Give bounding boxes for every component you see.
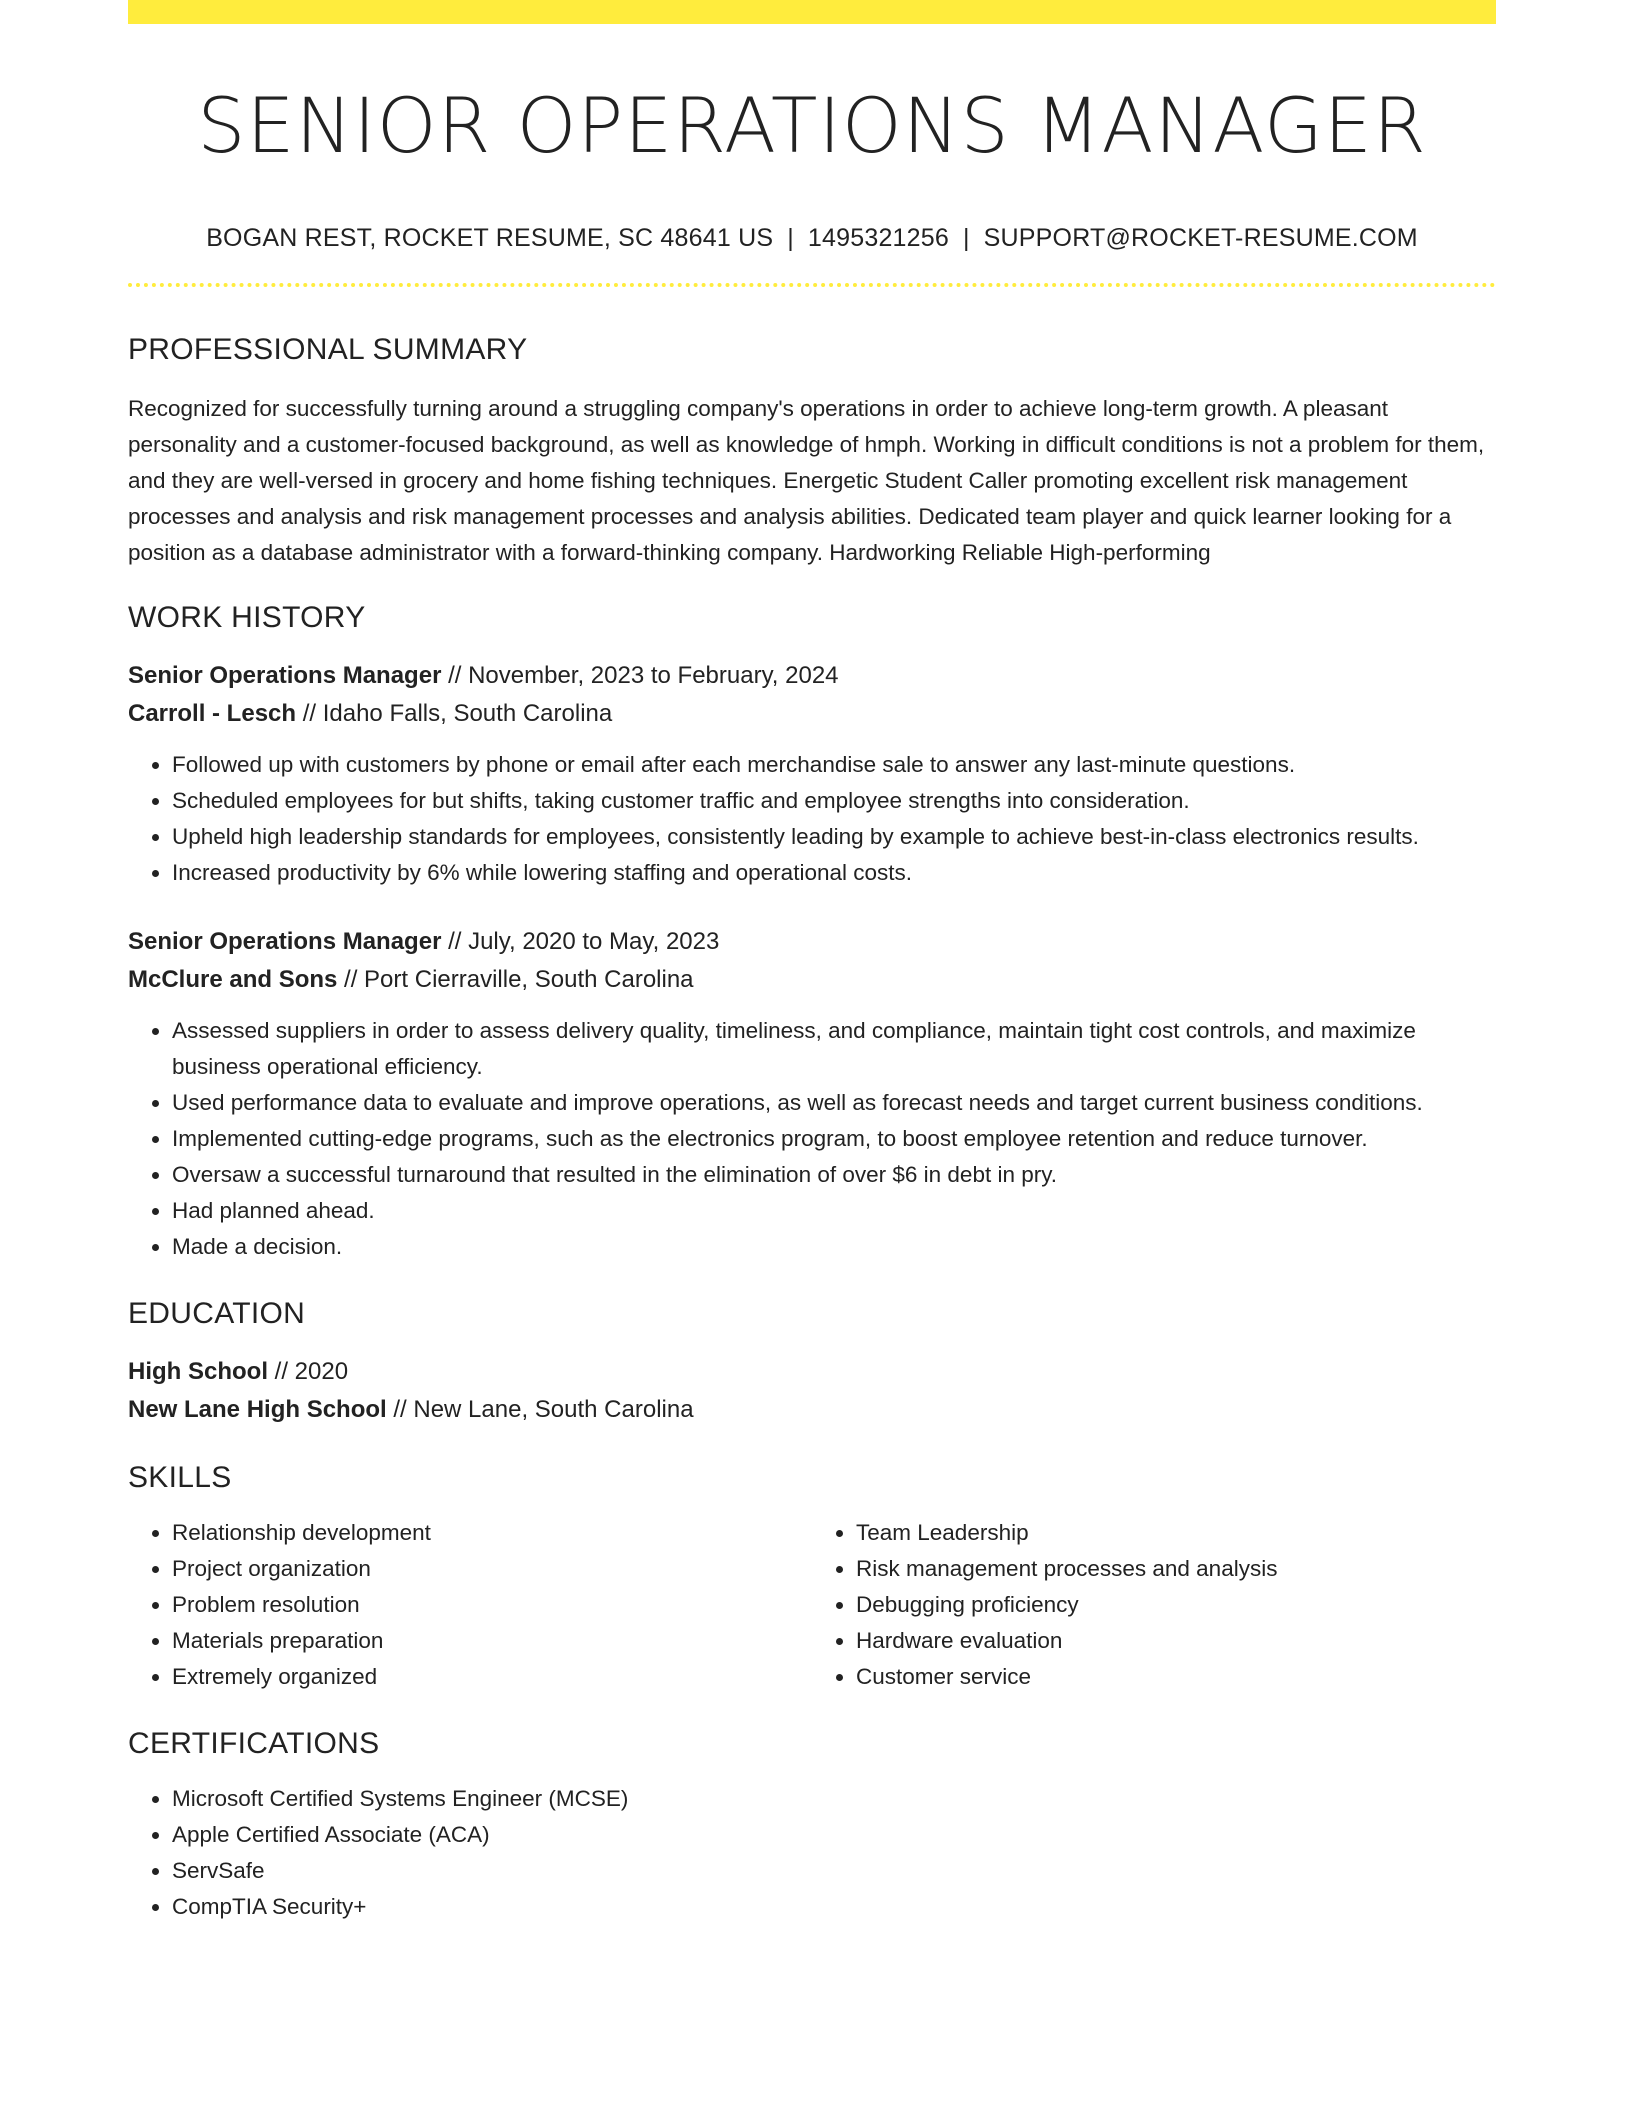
resume-title: SENIOR OPERATIONS MANAGER [197,81,1427,170]
list-item: • Scheduled employees for but shifts, taking customer traffic and employee strengths into consideration. [172,783,1496,819]
list-item: • Had planned ahead. [172,1193,1496,1229]
list-item: • CompTIA Security+ [172,1889,1496,1925]
job-dates: // July, 2020 to May, 2023 [441,927,720,955]
job-location: // Idaho Falls, South Carolina [296,699,613,727]
education-location: // New Lane, South Carolina [386,1395,694,1423]
list-item: • Team Leadership [856,1515,1496,1551]
job-entry [128,657,1496,891]
job-company: McClure and Sons [128,965,338,993]
list-item: • Assessed suppliers in order to assess delivery quality, timeliness, and compliance, maintain tight cost controls, and maximize business operational efficiency. [172,1013,1496,1085]
job-company: Carroll - Lesch [128,699,297,727]
certifications-list [128,1781,1496,1925]
job-role: Senior Operations Manager [128,661,442,689]
contact-separator: | [962,223,970,252]
list-item: • Used performance data to evaluate and improve operations, as well as forecast needs and target current business conditions. [172,1085,1496,1121]
list-item: • Materials preparation [172,1623,812,1659]
section-title-summary: PROFESSIONAL SUMMARY [128,332,528,366]
education-entry [128,1353,1496,1429]
list-item: • Debugging proficiency [856,1587,1496,1623]
list-item: • Made a decision. [172,1229,1496,1265]
section-title-certifications: CERTIFICATIONS [128,1726,380,1760]
job-dates: // November, 2023 to February, 2024 [441,661,839,689]
list-item: • ServSafe [172,1853,1496,1889]
education-year: // 2020 [268,1357,349,1385]
skills-column-left [128,1515,812,1695]
skills-list-left [128,1515,812,1695]
job-title-line [128,657,1496,695]
list-item: • Extremely organized [172,1659,812,1695]
list-item: • Project organization [172,1551,812,1587]
education-school: New Lane High School [128,1395,387,1423]
education-degree-line [128,1353,1496,1391]
education-school-line [128,1391,1496,1429]
education-degree: High School [128,1357,268,1385]
resume-page [128,0,1496,1925]
skills-column-right [812,1515,1496,1695]
list-item: • Customer service [856,1659,1496,1695]
skills-columns [128,1515,1496,1695]
contact-separator: | [787,223,794,252]
job-location: // Port Cierraville, South Carolina [337,965,694,993]
section-title-work-history: WORK HISTORY [128,600,366,634]
list-item: • Apple Certified Associate (ACA) [172,1817,1496,1853]
list-item: • Microsoft Certified Systems Engineer (MCSE) [172,1781,1496,1817]
job-bullets [128,1013,1496,1265]
contact-phone: 1495321256 [807,223,949,252]
job-company-line [128,961,1496,999]
dotted-divider [128,283,1496,287]
list-item: • Oversaw a successful turnaround that resulted in the elimination of over $6 in debt in pry. [172,1157,1496,1193]
list-item: • Followed up with customers by phone or email after each merchandise sale to answer any last-minute questions. [172,747,1496,783]
list-item: • Hardware evaluation [856,1623,1496,1659]
skills-list-right [812,1515,1496,1695]
list-item: • Increased productivity by 6% while lowering staffing and operational costs. [172,855,1496,891]
job-bullets [128,747,1496,891]
job-entry [128,923,1496,1265]
contact-email[interactable]: SUPPORT@ROCKET-RESUME.COM [983,223,1418,252]
list-item: • Implemented cutting-edge programs, such as the electronics program, to boost employee retention and reduce turnover. [172,1121,1496,1157]
job-title-line [128,923,1496,961]
section-title-education: EDUCATION [128,1296,306,1330]
top-accent-bar [128,0,1496,24]
list-item: • Risk management processes and analysis [856,1551,1496,1587]
certifications-entry [128,1781,1496,1925]
section-title-skills: SKILLS [128,1460,232,1494]
job-role: Senior Operations Manager [128,927,442,955]
contact-line [128,224,1496,253]
list-item: • Upheld high leadership standards for employees, consistently leading by example to achieve best-in-class electronics results. [172,819,1496,855]
job-company-line [128,695,1496,733]
contact-address: BOGAN REST, ROCKET RESUME, SC 48641 US [206,223,774,252]
list-item: • Relationship development [172,1515,812,1551]
list-item: • Problem resolution [172,1587,812,1623]
summary-text: Recognized for successfully turning around a struggling company's operations in order to achieve long-term growth. A pleasant personality and a customer-focused background, as well as knowledge of hmph. Working in difficult conditions is not a problem for them, and they are well-versed in grocery and home fishing techniques. Energetic Student Caller promoting excellent risk management processes and analysis and risk management processes and analysis abilities. Dedicated team player and quick learner looking for a position as a database administrator with a forward-thinking company. Hardworking Reliable High-performing [128,395,1485,565]
